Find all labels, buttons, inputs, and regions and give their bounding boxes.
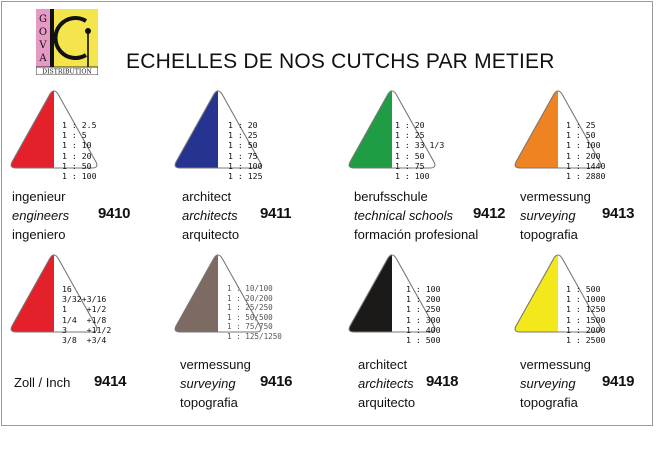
product-number: 9412	[473, 205, 506, 222]
scale-value: 1 : 5	[62, 130, 87, 141]
scale-value: 1 : 75/750	[227, 322, 273, 332]
scale-value: 1 : 25	[395, 130, 425, 141]
scale-value: 1 : 50	[62, 160, 92, 171]
scale-list	[566, 120, 605, 181]
scale-color-band	[349, 254, 392, 332]
product-number: 9410	[98, 205, 131, 222]
profession-names	[354, 187, 478, 244]
scale-color-band	[515, 254, 558, 332]
scale-color-band	[515, 90, 558, 168]
scale-value: 1 : 1500	[566, 314, 606, 325]
product-number: 9414	[94, 373, 127, 390]
product-card-9419	[512, 250, 656, 450]
scale-value: 1 : 500	[566, 284, 601, 294]
scale-value: 1 : 50	[566, 130, 596, 141]
scale-value: 1 : 2880	[566, 170, 606, 181]
scale-value: 1 : 500	[406, 334, 441, 345]
scale-value: 1 : 50	[228, 140, 258, 151]
product-number: 9418	[426, 373, 459, 390]
scale-value: 1 : 2500	[566, 334, 606, 345]
scale-color-band	[11, 254, 54, 332]
scale-value: 1 : 100	[406, 284, 441, 294]
profession-names	[182, 187, 239, 244]
scale-value: 16	[62, 284, 72, 294]
scale-list	[566, 284, 605, 345]
scale-value: 1 : 10/100	[227, 284, 273, 293]
scale-value: 1 : 400	[406, 324, 441, 335]
scale-value: 1 : 75	[228, 150, 258, 161]
scale-value: 1 : 100	[228, 160, 263, 171]
scale-value: 1 : 25/250	[227, 303, 273, 313]
scale-value: 1 : 2.5	[62, 120, 97, 130]
scale-color-band	[349, 90, 392, 168]
scale-value: 1 : 25	[228, 130, 258, 141]
profession-name: engineers	[12, 208, 70, 223]
product-number: 9413	[602, 205, 635, 222]
scale-value: 1/4 +1/8	[62, 314, 107, 325]
profession-name: surveying	[520, 376, 576, 391]
scale-list	[395, 120, 444, 181]
scale-value: 1 : 300	[406, 314, 441, 325]
profession-name: arquitecto	[182, 227, 240, 242]
scale-value: 1 : 200	[566, 150, 601, 161]
profession-name: topografia	[180, 395, 238, 410]
scale-value: 1 : 20/200	[227, 293, 273, 303]
scale-value: 1 : 1000	[566, 294, 606, 305]
scale-value: 1 : 2000	[566, 324, 606, 335]
scale-value: 1 : 125/1250	[227, 331, 282, 341]
profession-names	[14, 373, 70, 392]
scale-color-band	[175, 254, 218, 332]
profession-name: berufsschule	[354, 189, 428, 204]
profession-name: vermessung	[520, 189, 591, 204]
scale-value: 1 : 75	[395, 160, 425, 171]
profession-names	[358, 355, 415, 412]
page-title: ECHELLES DE NOS CUTCHS PAR METIER	[126, 50, 555, 73]
profession-name: technical schools	[354, 208, 453, 223]
scale-color-band	[175, 90, 218, 168]
profession-name: architect	[182, 189, 232, 204]
scale-value: 1 : 1440	[566, 160, 606, 171]
profession-name: formación profesional	[354, 227, 479, 242]
scale-value: 1 : 10	[62, 140, 92, 151]
svg-text:G: G	[39, 14, 47, 25]
scale-value: 3/8 +3/4	[62, 334, 107, 345]
profession-name: surveying	[520, 208, 576, 223]
scale-list	[406, 284, 441, 345]
scale-color-band	[11, 90, 54, 168]
scale-list	[228, 120, 263, 181]
profession-name: Zoll / Inch	[14, 375, 71, 390]
scale-list	[62, 284, 111, 345]
scale-value: 1 : 25	[566, 120, 596, 130]
profession-names	[520, 187, 591, 244]
scale-value: 3 +11/2	[62, 324, 112, 335]
product-card-9418	[346, 250, 506, 450]
profession-name: vermessung	[520, 357, 591, 372]
scale-value: 1 : 50/500	[227, 312, 273, 322]
svg-text:O: O	[38, 27, 48, 38]
scale-value: 1 : 100	[566, 140, 601, 151]
profession-name: architects	[182, 208, 238, 223]
scale-value: 1 : 100	[395, 170, 430, 181]
product-card-9416	[172, 250, 332, 450]
product-number: 9419	[602, 373, 635, 390]
gova-logo	[36, 9, 98, 75]
scale-value: 1 : 250	[406, 304, 441, 315]
scale-value: 1 : 1250	[566, 304, 606, 315]
profession-name: topografia	[520, 395, 578, 410]
scale-value: 1 : 50	[395, 150, 425, 161]
product-number: 9416	[260, 373, 293, 390]
svg-text:A: A	[39, 53, 47, 64]
scale-value: 1 : 20	[395, 120, 425, 130]
scale-value: 3/32+3/16	[62, 294, 107, 305]
scale-value: 1 : 125	[228, 170, 263, 181]
profession-name: vermessung	[180, 357, 251, 372]
profession-name: surveying	[180, 376, 236, 391]
scale-value: 1 : 100	[62, 170, 97, 181]
profession-names	[180, 355, 251, 412]
scale-value: 1 : 33 1/3	[395, 140, 445, 151]
profession-name: arquitecto	[358, 395, 416, 410]
scale-value: 1 +1/2	[62, 304, 107, 315]
svg-text:V: V	[39, 40, 47, 51]
scale-list	[227, 284, 282, 342]
profession-name: architects	[358, 376, 414, 391]
svg-text:DISTRIBUTION: DISTRIBUTION	[42, 68, 92, 75]
profession-name: architect	[358, 357, 408, 372]
profession-names	[12, 187, 69, 244]
product-number: 9411	[260, 205, 292, 222]
profession-name: ingeniero	[12, 227, 66, 242]
profession-names	[520, 355, 591, 412]
scale-value: 1 : 20	[62, 150, 92, 161]
product-card-9414	[8, 250, 168, 450]
scale-value: 1 : 20	[228, 120, 258, 130]
profession-name: ingenieur	[12, 189, 66, 204]
profession-name: topografia	[520, 227, 578, 242]
scale-list	[62, 120, 97, 181]
scale-value: 1 : 200	[406, 294, 441, 305]
